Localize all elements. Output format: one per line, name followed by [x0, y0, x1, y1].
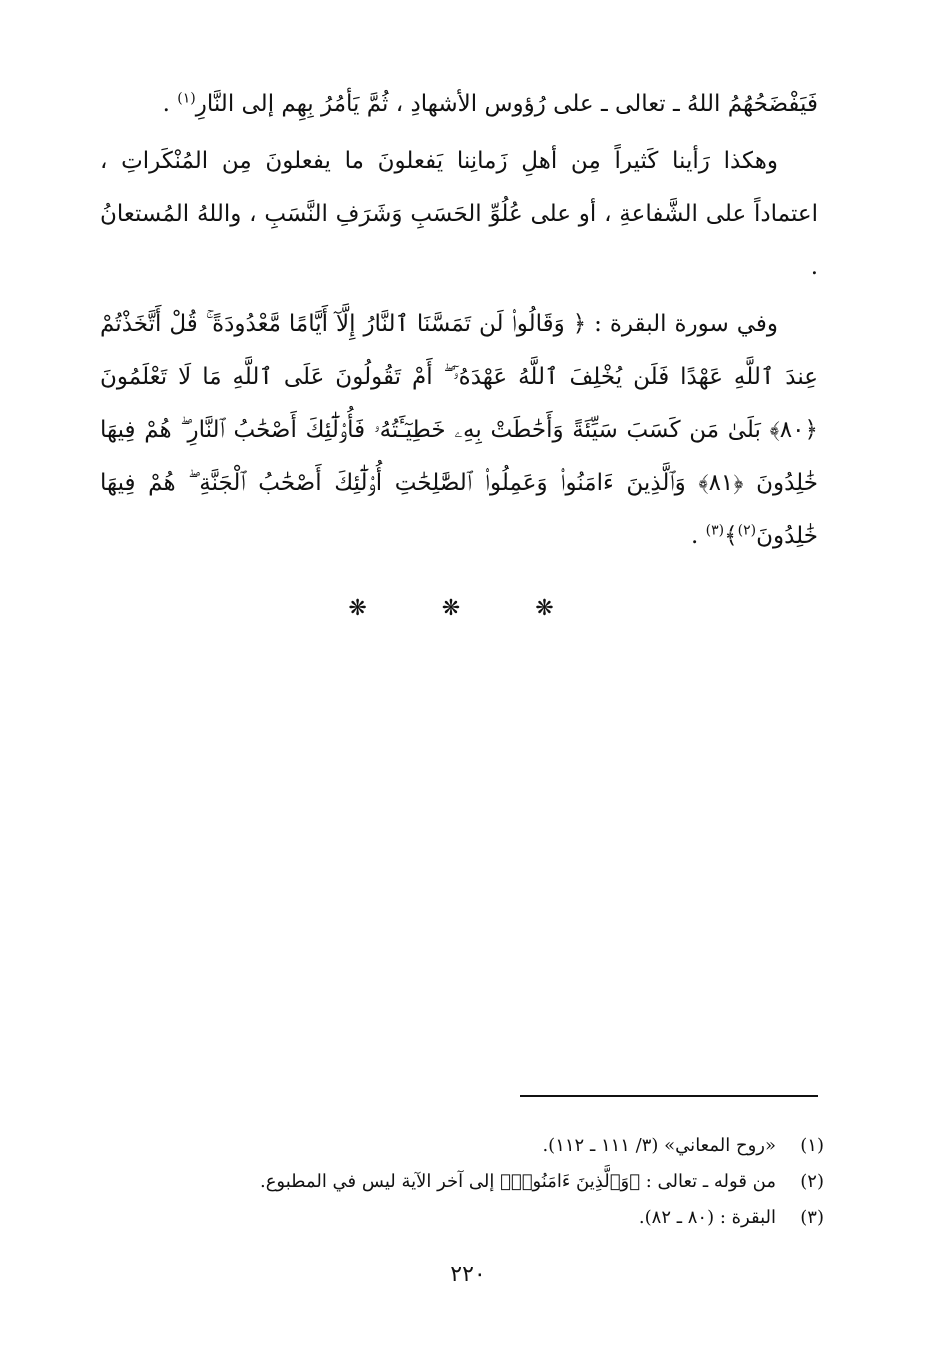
footnote-ref-3: (٣)	[705, 522, 725, 539]
footnote-divider	[520, 1095, 818, 1097]
footnote-1	[124, 1128, 824, 1164]
paragraph-2	[100, 135, 818, 294]
paragraph-1-text: فَيَفْضَحُهُمُ اللهُ ـ تعالى ـ على رُؤوس الأشهادِ ، ثُمَّ يَأمُرُ بِهِم إلى النَّارِ	[195, 91, 818, 117]
footnotes	[124, 1128, 824, 1236]
paragraph-2-text: وهكذا رَأينا كَثيراً مِن أهلِ زَمانِنا يَفعلونَ ما يفعلونَ مِن المُنْكَراتِ ، اعتماداً على الشَّفاعةِ ، أو على عُلُوِّ الحَسَبِ وَشَرَفِ النَّسَبِ ، واللهُ المُستعانُ .	[100, 148, 818, 280]
footnote-ref-2: (٢)	[737, 522, 757, 539]
footnote-number: (٣)	[800, 1207, 824, 1228]
footnote-text: من قوله ـ تعالى : ﴿وَٱلَّذِينَ ءَامَنُوا۟﴾ إلى آخر الآية ليس في المطبوع.	[259, 1171, 776, 1192]
paragraph-3-intro: وفي سورة البقرة :	[586, 311, 778, 337]
footnote-ref-1: (١)	[177, 90, 196, 107]
footnote-2	[124, 1164, 824, 1200]
paragraph-1-end: .	[162, 91, 178, 117]
paragraph-3-end: .	[691, 523, 706, 549]
footnote-text: البقرة : (٨٠ ـ ٨٢).	[638, 1207, 776, 1228]
footnote-3	[124, 1200, 824, 1236]
footnote-number: (١)	[800, 1135, 824, 1156]
paragraph-3	[100, 298, 818, 563]
footnote-number: (٢)	[800, 1171, 824, 1192]
verse-close-bracket: ﴾	[724, 523, 738, 549]
section-separator: ❋ ❋ ❋	[348, 596, 588, 621]
page-number: ٢٢٠	[450, 1262, 486, 1287]
main-text	[100, 78, 818, 563]
quran-verse: ﴿ وَقَالُوا۟ لَن تَمَسَّنَا ٱلنَّارُ إِلَّآ أَيَّامًا مَّعْدُودَةً ۚ قُلْ أَتَّخَذْتُمْ عِندَ ٱللَّهِ عَهْدًا فَلَن يُخْلِفَ ٱللَّهُ عَهْدَهُۥٓ ۖ أَمْ تَقُولُونَ عَلَى ٱللَّهِ مَا لَا تَعْلَمُونَ ﴿٨٠﴾ بَلَىٰ مَن كَسَبَ سَيِّئَةً وَأَحَٰطَتْ بِهِۦ خَطِيٓـَٔتُهُۥ فَأُو۟لَٰٓئِكَ أَصْحَٰبُ ٱلنَّارِ ۖ هُمْ فِيهَا خَٰلِدُونَ ﴿٨١﴾ وَٱلَّذِينَ ءَامَنُوا۟ وَعَمِلُوا۟ ٱلصَّٰلِحَٰتِ أُو۟لَٰٓئِكَ أَصْحَٰبُ ٱلْجَنَّةِ ۖ هُمْ فِيهَا خَٰلِدُونَ	[100, 311, 818, 549]
paragraph-1	[100, 78, 818, 131]
footnote-text: «روح المعاني» (٣/ ١١١ ـ ١١٢).	[542, 1135, 776, 1156]
